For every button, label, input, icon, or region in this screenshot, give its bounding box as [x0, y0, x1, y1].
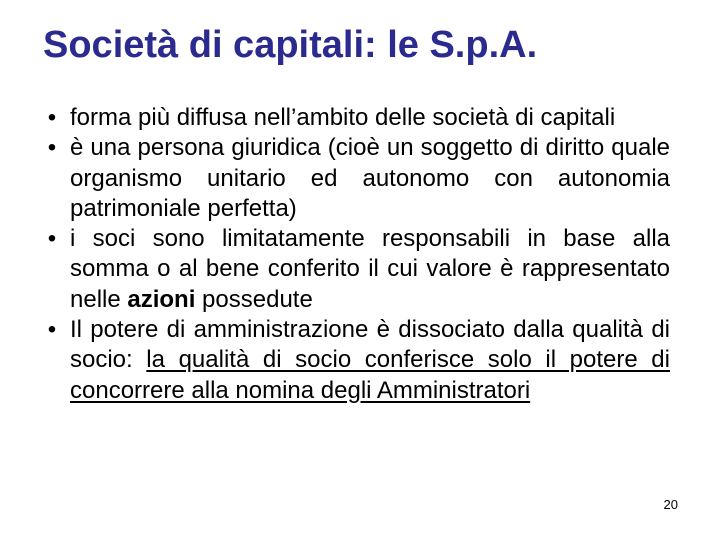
bullet-dot: • — [47, 225, 57, 253]
bullet-text: è una persona giuridica (cioè un soggetto di diritto quale organismo unitario ed autonomo con autonomia patrimoniale perfetta) — [70, 134, 670, 222]
bullet-list — [42, 103, 670, 406]
bullet-item — [42, 315, 670, 406]
bullet-item — [42, 133, 670, 224]
slide-title: Società di capitali: le S.p.A. — [43, 24, 538, 66]
bullet-text-end: possedute — [195, 285, 313, 313]
bullet-text-start: i soci sono limitatamente responsabili in base alla somma o al bene conferito il cui valore è rappresentato nelle — [70, 225, 670, 313]
bullet-text-start: Il potere di amministrazione è dissociato dalla qualità di socio: — [70, 316, 670, 374]
bullet-item — [42, 224, 670, 315]
page-number: 20 — [663, 497, 678, 512]
bullet-text — [70, 316, 670, 404]
bullet-dot: • — [47, 104, 57, 131]
bullet-item — [42, 103, 670, 133]
underlined-text: la qualità di socio conferisce solo il potere di concorrere alla nomina degli Amministratori — [70, 346, 670, 404]
bullet-text — [70, 225, 670, 313]
bullet-dot: • — [47, 316, 57, 344]
bullet-text: forma più diffusa nell’ambito delle società di capitali — [70, 104, 616, 131]
bold-term: azioni — [127, 285, 196, 313]
bullet-dot: • — [47, 134, 57, 162]
